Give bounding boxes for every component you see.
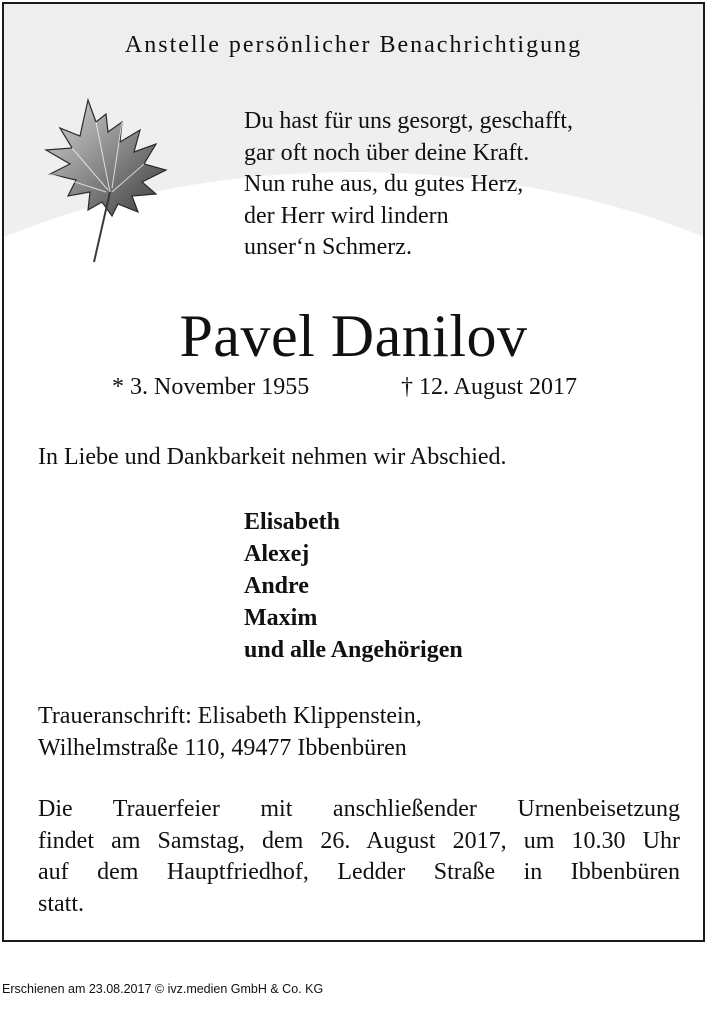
ceremony-info bbox=[38, 794, 680, 920]
verse-line: gar oft noch über deine Kraft. bbox=[244, 139, 530, 166]
ceremony-line: statt. bbox=[38, 890, 84, 917]
verse-line: der Herr wird lindern bbox=[244, 202, 449, 229]
obituary-notice bbox=[2, 2, 705, 942]
family-member: Alexej bbox=[244, 541, 310, 567]
address-line: Wilhelmstraße 110, 49477 Ibbenbüren bbox=[38, 735, 407, 761]
verse-line: Du hast für uns gesorgt, geschafft, bbox=[244, 108, 574, 134]
family-member: Andre bbox=[244, 573, 309, 599]
family-member: Elisabeth bbox=[244, 509, 341, 535]
mourning-address bbox=[38, 700, 422, 764]
family-member: und alle Angehörigen bbox=[244, 637, 463, 663]
farewell-text: In Liebe und Dankbarkeit nehmen wir Abschied. bbox=[38, 444, 507, 470]
ceremony-line: auf dem Hauptfriedhof, Ledder Straße in Ibbenbüren bbox=[38, 859, 680, 885]
ceremony-line: findet am Samstag, dem 26. August 2017, um 10.30 Uhr bbox=[38, 827, 680, 854]
family-member: Maxim bbox=[244, 605, 318, 631]
maple-leaf-icon bbox=[36, 92, 186, 267]
verse-line: Nun ruhe aus, du gutes Herz, bbox=[244, 171, 524, 197]
verse-line: unser‘n Schmerz. bbox=[244, 234, 412, 260]
deceased-name: Pavel Danilov bbox=[179, 303, 528, 369]
verse bbox=[244, 106, 573, 264]
publication-footer: Erschienen am 23.08.2017 © ivz.medien GmbH & Co. KG bbox=[2, 982, 324, 996]
address-line: Traueranschrift: Elisabeth Klippenstein, bbox=[38, 703, 422, 729]
birth-date: * 3. November 1955 bbox=[112, 374, 310, 400]
notice-header: Anstelle persönlicher Benachrichtigung bbox=[124, 32, 583, 58]
family-list bbox=[244, 506, 463, 666]
ceremony-line: Die Trauerfeier mit anschließender Urnenbeisetzung bbox=[38, 796, 680, 822]
death-date: † 12. August 2017 bbox=[401, 374, 578, 400]
